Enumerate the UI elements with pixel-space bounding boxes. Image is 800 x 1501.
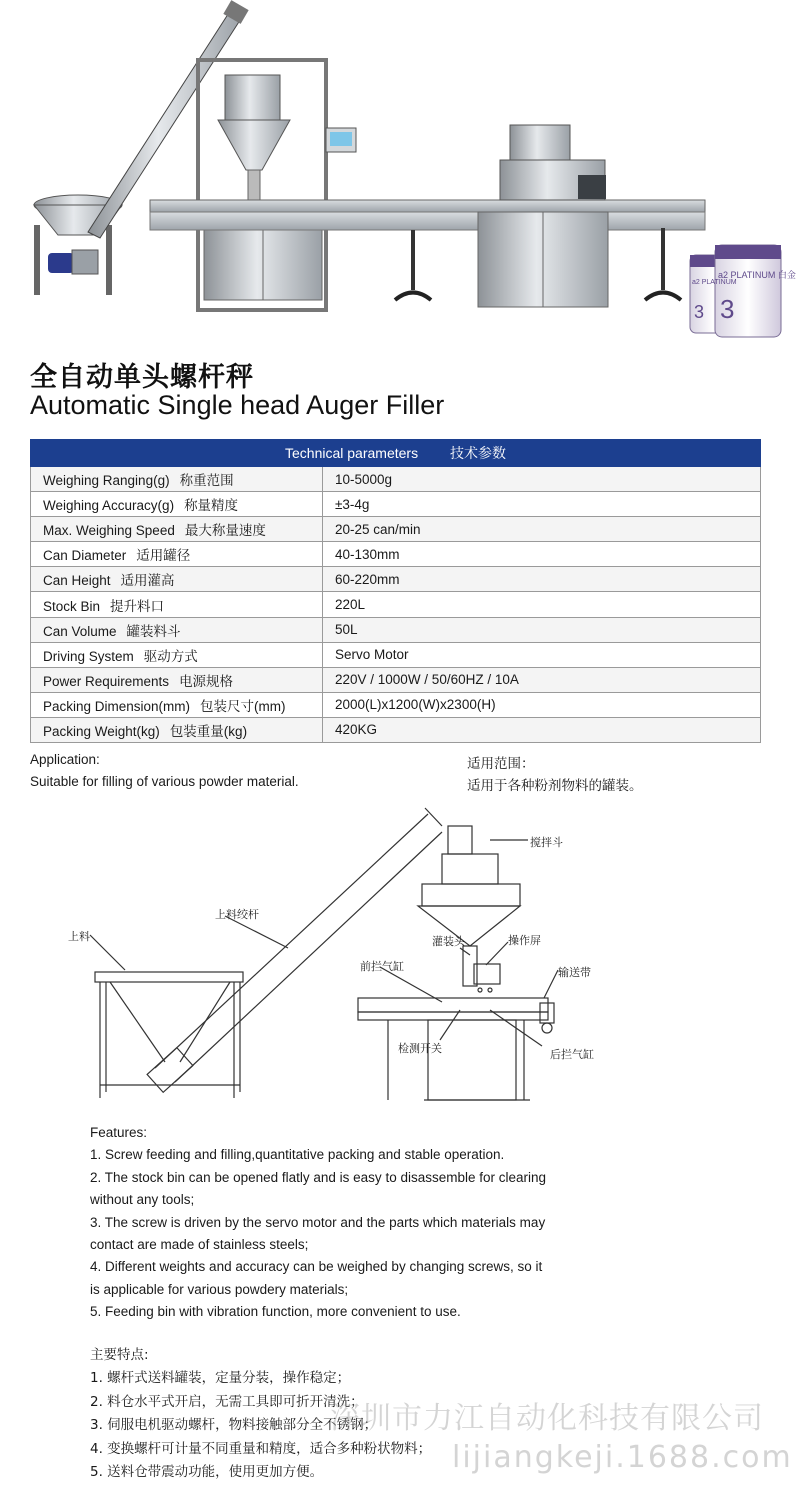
table-header-cell bbox=[31, 440, 761, 467]
parameter-name-zh: 包装重量(kg) bbox=[169, 723, 248, 739]
parameter-name-en: Weighing Accuracy(g) bbox=[43, 498, 175, 514]
application-text-en: Suitable for filling of various powder material. bbox=[30, 774, 299, 789]
table-row bbox=[31, 717, 761, 742]
parameter-name-en: Driving System bbox=[43, 648, 134, 664]
feature-line: 4. Different weights and accuracy can be weighed by changing screws, so it bbox=[90, 1259, 543, 1275]
machine-schematic bbox=[50, 800, 610, 1120]
table-row bbox=[31, 667, 761, 692]
watermark-company: 深圳市力江自动化科技有限公司 bbox=[330, 1401, 764, 1436]
parameter-name-en: Weighing Ranging(g) bbox=[43, 473, 170, 489]
label-conveyor: 输送带 bbox=[558, 966, 591, 979]
machine-photo bbox=[0, 0, 800, 345]
feature-line: 4. 变换螺杆可计量不同重量和精度，适合多种粉状物料； bbox=[90, 1440, 432, 1457]
parameter-name-en: Can Height bbox=[43, 573, 111, 589]
parameter-name-zh: 称重范围 bbox=[179, 473, 234, 489]
table-row bbox=[31, 567, 761, 592]
table-header-en: Technical parameters bbox=[285, 445, 419, 461]
parameter-name-zh: 适用罐径 bbox=[136, 548, 191, 564]
parameter-name-en: Power Requirements bbox=[43, 673, 170, 689]
features-en bbox=[90, 1122, 610, 1324]
label-sensor-switch: 检测开关 bbox=[398, 1042, 442, 1055]
table-row bbox=[31, 592, 761, 617]
can-number: 3 bbox=[720, 294, 735, 324]
parameter-name-cell bbox=[31, 567, 323, 592]
parameter-value-cell: 20-25 can/min bbox=[323, 517, 761, 542]
parameter-value-cell: 40-130mm bbox=[323, 542, 761, 567]
can-label-large: a2 PLATINUM 白金 bbox=[718, 270, 796, 280]
parameter-value-cell: 60-220mm bbox=[323, 567, 761, 592]
parameter-name-en: Max. Weighing Speed bbox=[43, 523, 175, 539]
table-row bbox=[31, 542, 761, 567]
auger-filler-machine-illustration bbox=[0, 0, 800, 345]
parameter-name-cell bbox=[31, 592, 323, 617]
parameter-name-cell bbox=[31, 617, 323, 642]
schematic-drawing bbox=[50, 800, 610, 1120]
technical-parameters-table bbox=[30, 439, 761, 743]
parameter-name-en: Packing Dimension(mm) bbox=[43, 698, 191, 714]
parameter-name-zh: 电源规格 bbox=[179, 673, 234, 689]
table-row bbox=[31, 467, 761, 492]
label-control-screen: 操作屏 bbox=[508, 934, 541, 947]
parameter-name-en: Can Diameter bbox=[43, 548, 127, 564]
feature-line: 2. The stock bin can be opened flatly and is easy to disassemble for clearing bbox=[90, 1169, 547, 1185]
parameter-value-cell: 2000(L)x1200(W)x2300(H) bbox=[323, 692, 761, 717]
parameter-value-cell: 220V / 1000W / 50/60HZ / 10A bbox=[323, 667, 761, 692]
parameter-name-zh: 罐装料斗 bbox=[126, 623, 181, 639]
parameter-value-cell: 50L bbox=[323, 617, 761, 642]
table-row bbox=[31, 617, 761, 642]
parameter-name-cell bbox=[31, 542, 323, 567]
can-number-small: 3 bbox=[694, 302, 705, 322]
page-title-zh: 全自动单头螺杆秤 bbox=[30, 362, 254, 393]
page-title-en: Automatic Single head Auger Filler bbox=[30, 390, 445, 420]
table-header-row bbox=[31, 440, 761, 467]
parameter-value-cell: Servo Motor bbox=[323, 642, 761, 667]
parameter-name-zh: 称量精度 bbox=[184, 498, 239, 514]
label-feed: 上料 bbox=[68, 930, 90, 943]
parameter-name-cell bbox=[31, 467, 323, 492]
application-text-zh: 适用于各种粉剂物料的罐装。 bbox=[467, 778, 643, 794]
parameter-value-cell: ±3-4g bbox=[323, 492, 761, 517]
label-rear-cylinder: 后拦气缸 bbox=[550, 1048, 594, 1061]
feature-line: 5. 送料仓带震动功能，使用更加方便。 bbox=[90, 1464, 324, 1481]
parameter-name-cell bbox=[31, 717, 323, 742]
watermark-url: lijiangkeji.1688.com bbox=[452, 1440, 793, 1475]
feature-line: 2. 料仓水平式开启，无需工具即可折开清洗； bbox=[90, 1393, 364, 1410]
application-label-en: Application: bbox=[30, 752, 100, 767]
parameter-name-en: Stock Bin bbox=[43, 598, 101, 614]
parameter-name-en: Can Volume bbox=[43, 623, 117, 639]
table-row bbox=[31, 692, 761, 717]
can-label-small: a2 PLATINUM bbox=[692, 279, 737, 286]
table-header-zh: 技术参数 bbox=[449, 445, 506, 461]
application-label-zh: 适用范围： bbox=[467, 756, 535, 772]
parameter-name-zh: 包装尺寸(mm) bbox=[200, 698, 286, 714]
feature-line: 3. 伺服电机驱动螺杆，物料接触部分全不锈钢； bbox=[90, 1417, 378, 1434]
label-front-cylinder: 前拦气缸 bbox=[360, 960, 404, 973]
parameter-name-cell bbox=[31, 517, 323, 542]
feature-line: without any tools; bbox=[90, 1192, 195, 1208]
table-row bbox=[31, 517, 761, 542]
label-mixing-hopper: 搅拌斗 bbox=[530, 836, 563, 849]
feature-line: 3. The screw is driven by the servo motor and the parts which materials may bbox=[90, 1214, 546, 1230]
parameter-name-zh: 提升料口 bbox=[110, 598, 165, 614]
parameter-name-cell bbox=[31, 642, 323, 667]
parameter-name-cell bbox=[31, 667, 323, 692]
feature-line: 1. Screw feeding and filling,quantitative packing and stable operation. bbox=[90, 1147, 505, 1163]
parameter-name-cell bbox=[31, 692, 323, 717]
parameter-name-zh: 驱动方式 bbox=[143, 648, 198, 664]
parameter-name-en: Packing Weight(kg) bbox=[43, 723, 160, 739]
features-title: Features: bbox=[90, 1125, 148, 1140]
features-list bbox=[90, 1144, 610, 1323]
parameter-name-zh: 适用灌高 bbox=[120, 573, 175, 589]
table-row bbox=[31, 642, 761, 667]
label-filling-head: 灌装头 bbox=[432, 935, 465, 948]
feature-line: contact are made of stainless steels; bbox=[90, 1237, 309, 1253]
parameter-value-cell: 220L bbox=[323, 592, 761, 617]
feature-line: is applicable for various powdery materials; bbox=[90, 1281, 349, 1297]
parameter-name-cell bbox=[31, 492, 323, 517]
parameter-name-zh: 最大称量速度 bbox=[184, 523, 266, 539]
feature-line: 5. Feeding bin with vibration function, more convenient to use. bbox=[90, 1304, 461, 1320]
parameter-value-cell: 420KG bbox=[323, 717, 761, 742]
parameter-value-cell: 10-5000g bbox=[323, 467, 761, 492]
table-row bbox=[31, 492, 761, 517]
features-zh-title: 主要特点: bbox=[90, 1347, 149, 1363]
feature-line: 1. 螺杆式送料罐装，定量分装，操作稳定； bbox=[90, 1370, 351, 1387]
label-feed-screw: 上料绞杆 bbox=[215, 908, 259, 921]
